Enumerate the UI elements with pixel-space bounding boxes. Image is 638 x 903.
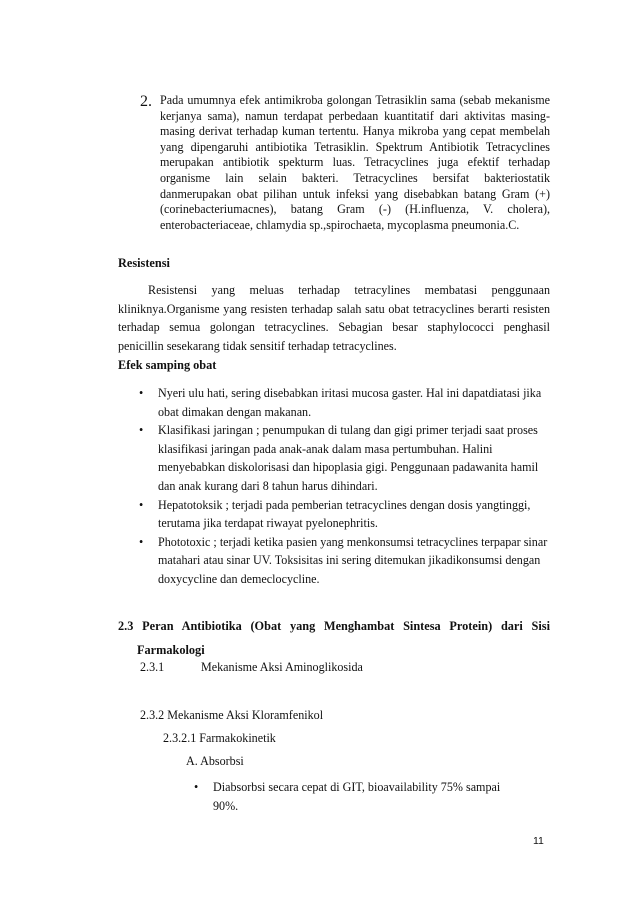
list-item: • Nyeri ulu hati, sering disebabkan iritasi mucosa gaster. Hal ini dapatdiatasi jika obat dimakan dengan makanan. (139, 386, 542, 419)
absorbsi-list (194, 778, 524, 815)
bullet-icon: • (139, 534, 144, 549)
subsection-2-3-2-title: 2.3.2 Mekanisme Aksi Kloramfenikol (140, 708, 324, 722)
subsection-2-3-1-title: Mekanisme Aksi Aminoglikosida (201, 660, 363, 674)
item-number: 2. (140, 93, 152, 110)
section-title-line1: 2.3 Peran Antibiotika (Obat yang Menghambat Sintesa Protein) dari Sisi (118, 619, 550, 633)
list-item: • Phototoxic ; terjadi ketika pasien yang menkonsumsi tetracyclines terpapar sinar matahari atau sinar UV. Toksisitas ini sering ditemukan jikadikonsumsi dengan doxycycline dan demeclocycline. (139, 534, 548, 586)
list-item: • Klasifikasi jaringan ; penumpukan di tulang dan gigi primer terjadi saat proses klasifikasi jaringan pada anak-anak dalam masa pertumbuhan. Halini menyebabkan diskolorisasi dan hipoplasia gigi. Penggunaan padawanita hamil dan anak kurang dari 8 tahun harus dihindari. (139, 423, 539, 493)
bullet-icon: • (139, 386, 144, 400)
item-text: Pada umumnya efek antimikroba golongan Tetrasiklin sama (sebab mekanisme kerjanya sama), namun terdapat perbedaan kuantitatif dari aktivitas masing-masing derivat terhadap kuman tertentu. Hanya mikroba yang cepat membelah yang dipengaruhi antibiotika Tetrasiklin. Spektrum Antibiotik Tetracyclines merupakan antibiotik spekturm luas. Tetracyclines juga efektif terhadap organisme lain selain bakteri. Tetracyclines bersifat bakteriostatik danmerupakan obat pilihan untuk infeksi yang disebabkan batang Gram (+) (corinebacteriumacnes), batang Gram (-) (H.influenza, V. cholera), enterobacteriaceae, chlamydia sp.,spirochaeta, mycoplasma pneumonia.C. (160, 93, 550, 232)
paragraph-resistensi: Resistensi yang meluas terhadap tetracylines membatasi penggunaan kliniknya.Organisme yang resisten terhadap salah satu obat tetracyclines berarti resisten terhadap semua golongan tetracyclines. Sebagian besar staphylococci penghasil penicillin sesekarang tidak sensitif terhadap tetracyclines. (118, 283, 550, 353)
list-item: • Hepatotoksik ; terjadi pada pemberian tetracyclines dengan dosis yangtinggi, terutama jika terdapat riwayat pyelonephritis. (139, 497, 531, 531)
bullet-icon: • (194, 780, 199, 794)
absorbsi-title: A. Absorbsi (186, 754, 244, 768)
heading-resistensi: Resistensi (118, 256, 170, 270)
page-number: 11 (533, 835, 544, 847)
subsection-2-3-1-number: 2.3.1 (140, 660, 165, 674)
subsection-2-3-2-1-title: 2.3.2.1 Farmakokinetik (163, 731, 276, 745)
section-title-line2: Farmakologi (137, 643, 205, 657)
bullet-icon: • (139, 497, 144, 512)
side-effects-list (139, 384, 550, 589)
section-2-3-heading (118, 614, 550, 662)
list-item: • Diabsorbsi secara cepat di GIT, bioavailability 75% sampai 90%. (194, 780, 501, 813)
bullet-icon: • (139, 423, 144, 438)
heading-efek-samping: Efek samping obat (118, 358, 217, 372)
